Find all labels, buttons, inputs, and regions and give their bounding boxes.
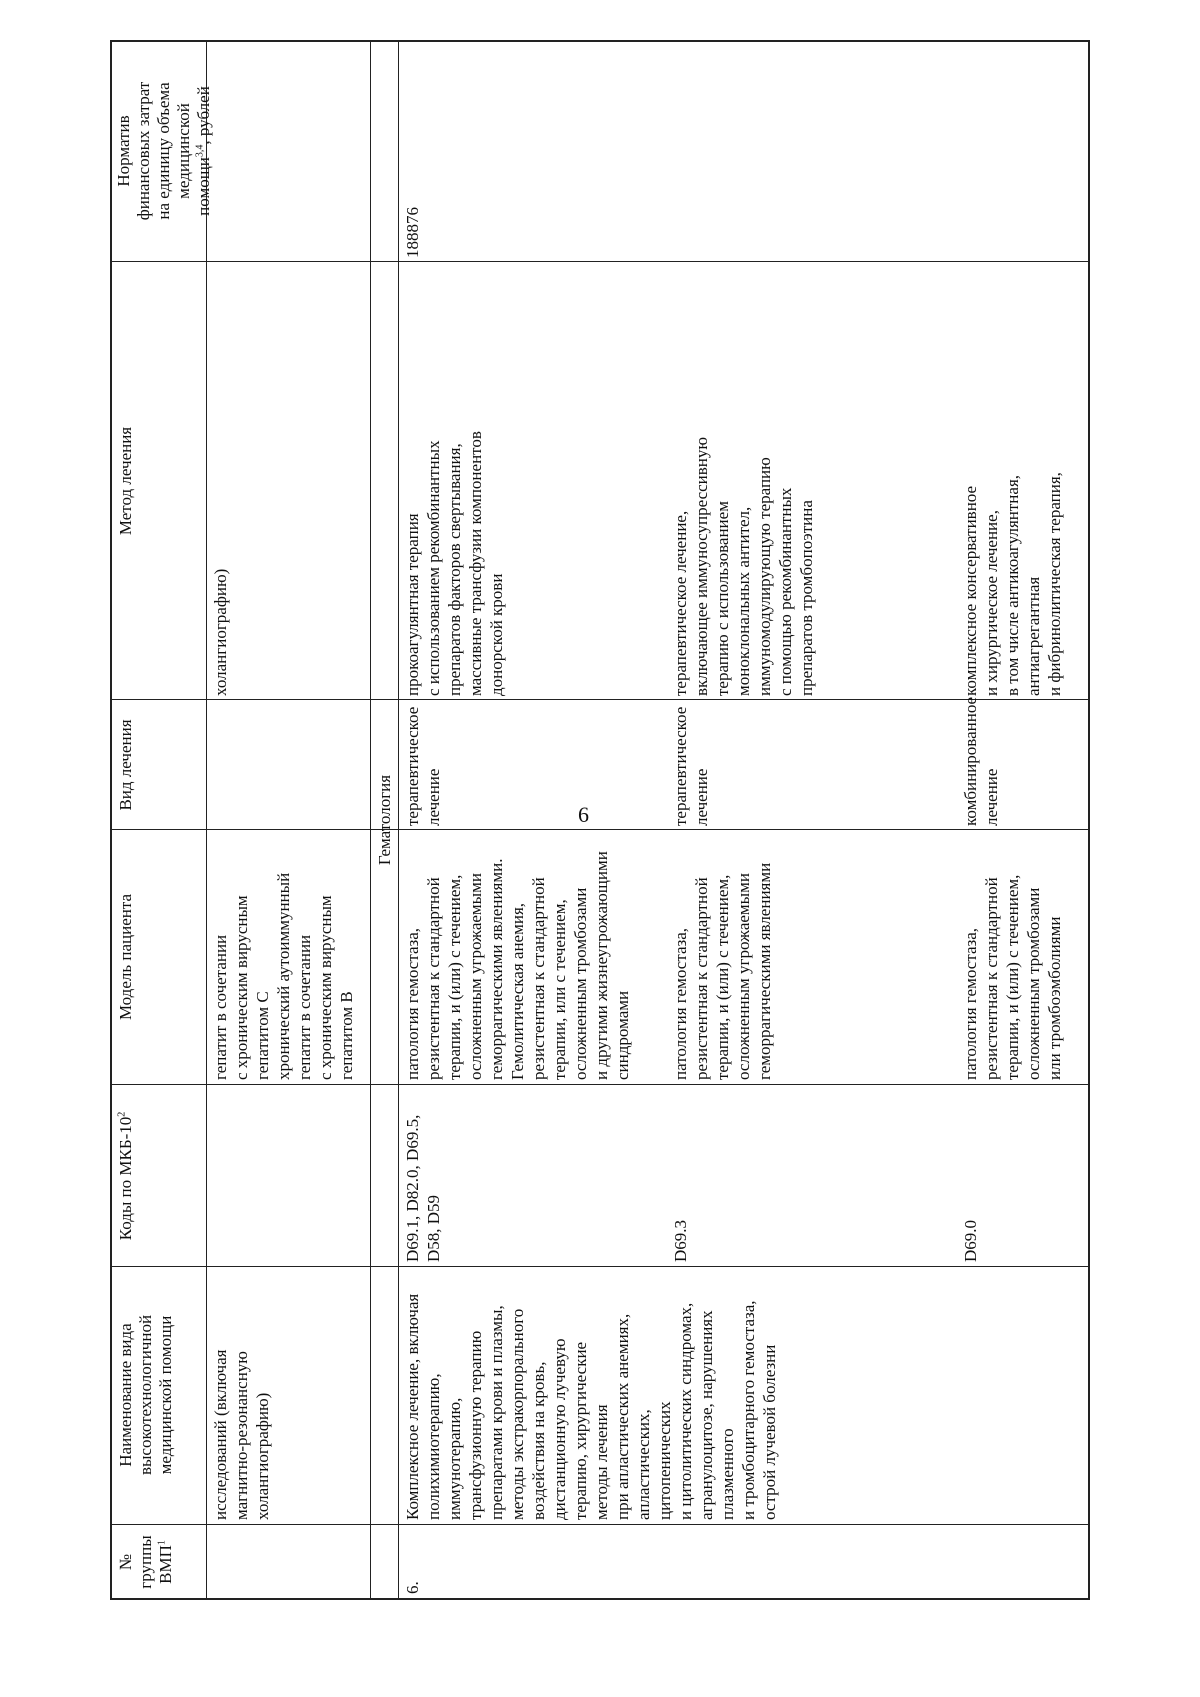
row1-treatment-method: прокоагулянтная терапия с использованием рекомбинантных препаратов факторов свертывания, массивные трансфузии компонентов донорской крови bbox=[403, 431, 506, 696]
continuation-treatment-method: холангиографию) bbox=[211, 568, 230, 696]
row2-icd-codes: D69.3 bbox=[671, 1219, 690, 1262]
page-number: 6 bbox=[578, 802, 589, 827]
row3-treatment-type: комбинированное лечение bbox=[961, 696, 1001, 826]
row2-treatment-type: терапевтическое лечение bbox=[671, 706, 711, 826]
row3-treatment-method: комплексное консервативное и хирургическое лечение, в том числе антикоагулянтная, антиагрегантная и фибринолитическая терапия, bbox=[961, 472, 1064, 696]
header-divider bbox=[206, 40, 207, 1600]
header-treatment-type: Вид лечения bbox=[116, 719, 135, 811]
section-title: Гематология bbox=[375, 774, 394, 866]
row2-treatment-method: терапевтическое лечение, включающее иммуносупрессивную терапию с использованием моноклональных антител, иммуномодулирующую терапию с помощью рекомбинантных препаратов тромбопоэтина bbox=[671, 436, 816, 696]
row2-patient-model: патология гемостаза, резистентная к стандартной терапии, и (или) с течением, осложненным угрожаемыми геморрагическими явлениями bbox=[671, 862, 774, 1080]
row-divider bbox=[370, 40, 371, 1600]
group-number: 6. bbox=[403, 1581, 422, 1594]
row3-icd-codes: D69.0 bbox=[961, 1219, 980, 1262]
row1-treatment-type: терапевтическое лечение bbox=[403, 706, 443, 826]
column-divider bbox=[110, 1266, 1090, 1267]
column-divider bbox=[110, 261, 1090, 262]
column-divider bbox=[110, 1084, 1090, 1085]
header-cost-norm: Норматив финансовых затрат на единицу объема медицинской помощи$^{3,4}$, рублей bbox=[114, 81, 213, 221]
continuation-patient-model: гепатит в сочетании с хроническим вирусным гепатитом С хронический аутоиммунный гепатит в сочетании с хроническим вирусным гепатитом В bbox=[211, 872, 356, 1080]
column-divider bbox=[110, 1524, 1090, 1525]
header-patient-model: Модель пациента bbox=[116, 893, 135, 1021]
row3-patient-model: патология гемостаза, резистентная к стандартной терапии, и (или) с течением, осложненным тромбозами или тромбоэмболиями bbox=[961, 874, 1064, 1080]
group-cost-norm: 188876 bbox=[403, 207, 422, 258]
header-service-name: Наименование вида высокотехнологичной медицинской помощи bbox=[116, 1314, 175, 1476]
continuation-service-name: исследований (включая магнитно-резонансную холангиографию) bbox=[211, 1349, 272, 1520]
header-treatment-method: Метод лечения bbox=[116, 426, 135, 536]
column-divider bbox=[110, 699, 1090, 700]
row-divider bbox=[398, 40, 399, 1600]
row1-patient-model: патология гемостаза, резистентная к стандартной терапии, и (или) с течением, осложненным угрожаемыми геморрагическими явлениями. Гемолитическая анемия, резистентная к стандартной терапии, или с течением, осложненным тромбозами и другими жизнеугрожающими синдромами bbox=[403, 851, 632, 1080]
header-group-number: № группы ВМП$^1$ bbox=[116, 1535, 175, 1589]
rotated-table-page bbox=[110, 40, 1090, 1600]
header-icd-codes: Коды по МКБ-$10^2$ bbox=[116, 1111, 135, 1241]
row1-icd-codes: D69.1, D82.0, D69.5, D58, D59 bbox=[403, 1114, 443, 1262]
group-service-name: Комплексное лечение, включая полихимиотерапию, иммунотерапию, трансфузионную терапию препаратами крови и плазмы, методы экстракорпорального воздействия на кровь, дистанционную лучевую терапию, хирургические методы лечения при апластических анемиях, апластических, цитопенических и цитолитических синдромах, агранулоцитозе, нарушениях плазменного и тромбоцитарного гемостаза, острой лучевой болезни bbox=[403, 1293, 779, 1520]
